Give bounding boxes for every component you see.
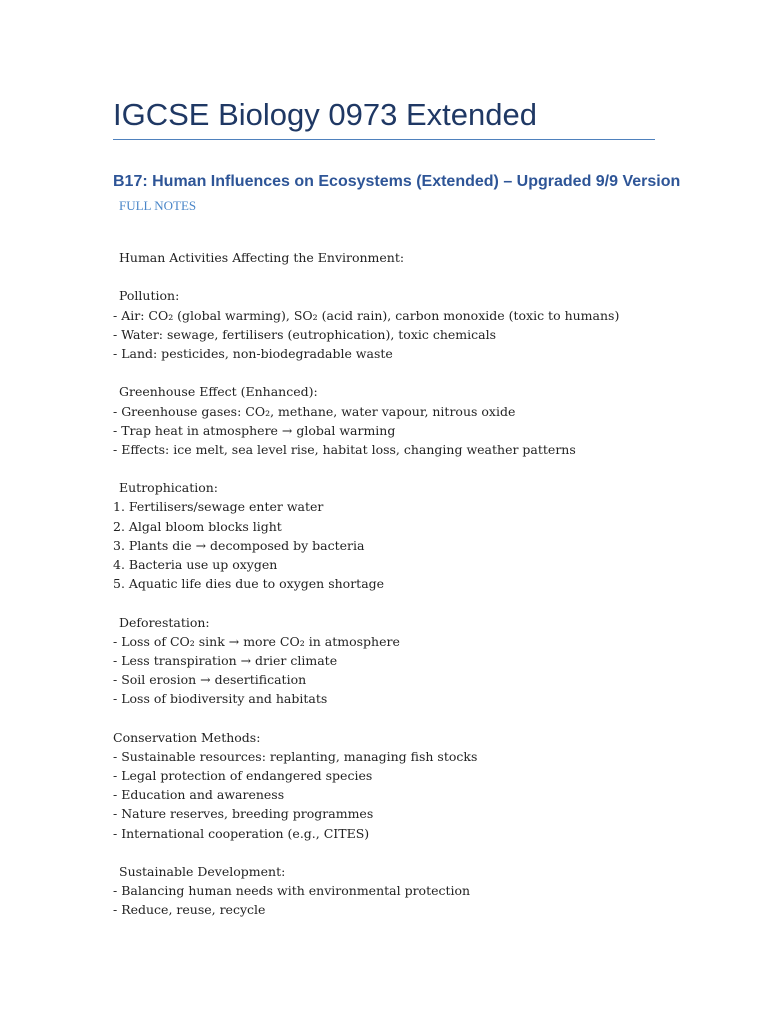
notes-body	[113, 248, 713, 920]
title-underline	[113, 139, 655, 140]
eutrophication-step: 3. Plants die → decomposed by bacteria	[113, 537, 365, 553]
eutrophication-step: 1. Fertilisers/sewage enter water	[113, 499, 324, 515]
eutrophication-step: 2. Algal bloom blocks light	[113, 518, 282, 534]
deforestation-item: - Soil erosion → desertification	[113, 672, 307, 688]
pollution-item: - Land: pesticides, non-biodegradable waste	[113, 345, 393, 361]
deforestation-item: - Loss of biodiversity and habitats	[113, 691, 328, 707]
pollution-item: - Water: sewage, fertilisers (eutrophication), toxic chemicals	[113, 326, 497, 342]
section-heading: B17: Human Influences on Ecosystems (Extended) – Upgraded 9/9 Version	[113, 173, 681, 190]
deforestation-item: - Loss of CO₂ sink → more CO₂ in atmosphere	[113, 633, 400, 649]
full-notes-label: FULL NOTES	[119, 198, 197, 213]
greenhouse-heading: Greenhouse Effect (Enhanced):	[119, 384, 318, 400]
conservation-item: - Legal protection of endangered species	[113, 768, 373, 784]
deforestation-heading: Deforestation:	[119, 614, 210, 630]
eutrophication-step: 4. Bacteria use up oxygen	[113, 557, 278, 572]
pollution-item: - Air: CO₂ (global warming), SO₂ (acid rain), carbon monoxide (toxic to humans)	[113, 307, 620, 323]
greenhouse-item: - Trap heat in atmosphere → global warming	[113, 422, 396, 438]
intro-line: Human Activities Affecting the Environment:	[119, 250, 405, 265]
conservation-item: - Education and awareness	[113, 787, 285, 803]
conservation-item: - Sustainable resources: replanting, managing fish stocks	[113, 748, 478, 764]
sustainable-heading: Sustainable Development:	[119, 864, 286, 879]
conservation-item: - Nature reserves, breeding programmes	[113, 806, 374, 822]
conservation-heading: Conservation Methods:	[113, 729, 261, 745]
document-title: IGCSE Biology 0973 Extended	[113, 97, 537, 132]
deforestation-item: - Less transpiration → drier climate	[113, 652, 338, 668]
spacer	[113, 593, 713, 612]
spacer	[113, 843, 713, 862]
spacer	[113, 709, 713, 728]
greenhouse-item: - Effects: ice melt, sea level rise, habitat loss, changing weather patterns	[113, 441, 576, 457]
spacer	[113, 363, 713, 382]
sustainable-item: - Reduce, reuse, recycle	[113, 902, 266, 918]
sustainable-item: - Balancing human needs with environmental protection	[113, 883, 471, 899]
conservation-item: - International cooperation (e.g., CITES)	[113, 825, 370, 841]
eutrophication-heading: Eutrophication:	[119, 480, 219, 496]
eutrophication-step: 5. Aquatic life dies due to oxygen shortage	[113, 576, 385, 592]
spacer	[113, 267, 713, 286]
spacer	[113, 459, 713, 478]
greenhouse-item: - Greenhouse gases: CO₂, methane, water vapour, nitrous oxide	[113, 403, 516, 419]
pollution-heading: Pollution:	[119, 288, 180, 304]
